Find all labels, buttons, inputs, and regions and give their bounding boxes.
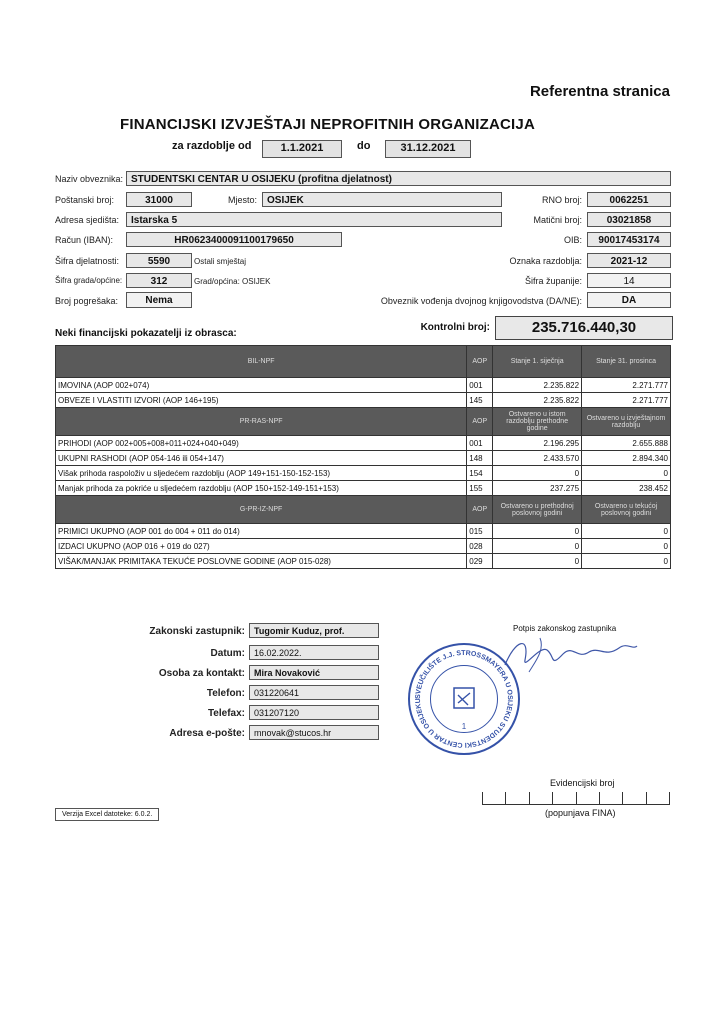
aop-header: AOP — [467, 496, 493, 524]
place-label: Mjesto: — [228, 195, 258, 205]
address: Istarska 5 — [126, 212, 502, 227]
col1-header: Ostvareno u prethodnoj poslovnoj godini — [493, 496, 582, 524]
row-aop: 155 — [467, 481, 493, 496]
oib-label: OIB: — [563, 235, 582, 245]
date: 16.02.2022. — [249, 645, 379, 660]
double-bookkeeping: DA — [587, 292, 671, 308]
table-row — [56, 451, 671, 466]
mb-number: 03021858 — [587, 212, 671, 227]
activity-desc: Ostali smještaj — [194, 257, 247, 266]
row-value-1: 237.275 — [493, 481, 582, 496]
mb-label: Matični broj: — [533, 215, 582, 225]
col2-header: Ostvareno u izvještajnom razdoblju — [582, 408, 671, 436]
row-value-1: 2.235.822 — [493, 378, 582, 393]
row-aop: 148 — [467, 451, 493, 466]
county-label: Šifra županije: — [524, 276, 582, 286]
postal-label: Poštanski broj: — [55, 195, 115, 205]
errors-count: Nema — [126, 292, 192, 308]
row-label: Manjak prihoda za pokriće u sljedećem razdoblju (AOP 150+152-149-151+153) — [56, 481, 467, 496]
errors-label: Broj pogrešaka: — [55, 296, 119, 306]
col2-header: Stanje 31. prosinca — [582, 346, 671, 378]
row-label: PRIMICI UKUPNO (AOP 001 do 004 + 011 do 014) — [56, 524, 467, 539]
row-value-1: 0 — [493, 524, 582, 539]
section-header — [56, 346, 671, 378]
contact-person: Mira Novaković — [249, 665, 379, 680]
row-value-2: 0 — [582, 466, 671, 481]
col2-header: Ostvareno u tekućoj poslovnoj godini — [582, 496, 671, 524]
rno-number: 0062251 — [587, 192, 671, 207]
control-number: 235.716.440,30 — [495, 316, 673, 340]
stamp-logo-mark — [458, 693, 470, 705]
county-code: 14 — [587, 273, 671, 288]
col1-header: Ostvareno u istom razdoblju prethodne godine — [493, 408, 582, 436]
rno-label: RNO broj: — [541, 195, 582, 205]
section-name: G-PR-IZ-NPF — [56, 496, 467, 524]
section-header — [56, 496, 671, 524]
row-value-2: 238.452 — [582, 481, 671, 496]
table-row — [56, 378, 671, 393]
row-aop: 145 — [467, 393, 493, 408]
city-code-label: Šifra grada/općine: — [55, 276, 123, 285]
row-label: UKUPNI RASHODI (AOP 054-146 ili 054+147) — [56, 451, 467, 466]
city-desc: Grad/općina: OSIJEK — [194, 277, 271, 286]
table-row — [56, 466, 671, 481]
row-aop: 001 — [467, 378, 493, 393]
row-value-1: 0 — [493, 539, 582, 554]
section-header — [56, 408, 671, 436]
postal-code: 31000 — [126, 192, 192, 207]
contact-person-label: Osoba za kontakt: — [158, 668, 245, 679]
svg-text:SVEUČILIŠTE J.J. STROSSMAYERA — [415, 650, 513, 748]
row-value-1: 0 — [493, 466, 582, 481]
evid-label: Evidencijski broj — [550, 778, 615, 788]
row-value-2: 2.271.777 — [582, 393, 671, 408]
table-row — [56, 524, 671, 539]
row-label: IZDACI UKUPNO (AOP 016 + 019 do 027) — [56, 539, 467, 554]
place: OSIJEK — [262, 192, 502, 207]
aop-header: AOP — [467, 408, 493, 436]
table-row — [56, 436, 671, 451]
row-aop: 154 — [467, 466, 493, 481]
evid-number-boxes — [482, 792, 670, 805]
fax-label: Telefax: — [207, 708, 245, 719]
activity-label: Šifra djelatnosti: — [55, 256, 120, 266]
document-title: FINANCIJSKI IZVJEŠTAJI NEPROFITNIH ORGANIZACIJA — [120, 116, 535, 133]
row-value-2: 0 — [582, 554, 671, 569]
evid-note: (popunjava FINA) — [545, 808, 616, 818]
row-aop: 015 — [467, 524, 493, 539]
stamp-text-ring — [408, 643, 520, 755]
address-label: Adresa sjedišta: — [55, 215, 120, 225]
phone-label: Telefon: — [206, 688, 245, 699]
row-value-1: 0 — [493, 554, 582, 569]
row-value-2: 0 — [582, 539, 671, 554]
row-label: IMOVINA (AOP 002+074) — [56, 378, 467, 393]
col1-header: Stanje 1. siječnja — [493, 346, 582, 378]
row-value-2: 2.894.340 — [582, 451, 671, 466]
row-label: VIŠAK/MANJAK PRIMITAKA TEKUĆE POSLOVNE GODINE (AOP 015-028) — [56, 554, 467, 569]
date-label: Datum: — [210, 648, 245, 659]
table-row — [56, 393, 671, 408]
row-aop: 029 — [467, 554, 493, 569]
section-name: PR-RAS-NPF — [56, 408, 467, 436]
stamp-number: 1 — [461, 722, 467, 731]
financial-indicators-table — [55, 345, 671, 569]
row-value-2: 2.655.888 — [582, 436, 671, 451]
table-row — [56, 539, 671, 554]
iban: HR0623400091100179650 — [126, 232, 342, 247]
org-name: STUDENTSKI CENTAR U OSIJEKU (profitna djelatnost) — [126, 171, 671, 186]
signature-label: Potpis zakonskog zastupnika — [513, 624, 617, 633]
row-aop: 001 — [467, 436, 493, 451]
aop-header: AOP — [467, 346, 493, 378]
period-to: 31.12.2021 — [385, 140, 471, 158]
table-row — [56, 481, 671, 496]
row-label: Višak prihoda raspoloživ u sljedećem razdoblju (AOP 149+151-150-152-153) — [56, 466, 467, 481]
reference-page-label: Referentna stranica — [529, 83, 670, 100]
iban-label: Račun (IBAN): — [55, 235, 114, 245]
period-mark-label: Oznaka razdoblja: — [509, 256, 582, 266]
email-label: Adresa e-pošte: — [169, 728, 245, 739]
stamp-text: SVEUČILIŠTE J.J. STROSSMAYERA U OSIJEKU STUDENTSKI CENTAR U OSIJEKU — [414, 649, 514, 749]
email: mnovak@stucos.hr — [249, 725, 379, 740]
period-from: 1.1.2021 — [262, 140, 342, 158]
period-label: za razdoblje od — [172, 140, 252, 152]
period-to-label: do — [357, 140, 371, 152]
legal-representative: Tugomir Kuduz, prof. — [249, 623, 379, 638]
row-label: OBVEZE I VLASTITI IZVORI (AOP 146+195) — [56, 393, 467, 408]
double-bookkeeping-label: Obveznik vođenja dvojnog knjigovodstva (DA/NE): — [380, 296, 582, 306]
indicators-title: Neki financijski pokazatelji iz obrasca: — [55, 328, 237, 339]
section-name: BIL-NPF — [56, 346, 467, 378]
activity-code: 5590 — [126, 253, 192, 268]
org-name-label: Naziv obveznika: — [55, 174, 124, 184]
excel-version: Verzija Excel datoteke: 6.0.2. — [55, 808, 159, 821]
control-label: Kontrolni broj: — [420, 322, 490, 333]
table-row — [56, 554, 671, 569]
city-code: 312 — [126, 273, 192, 288]
row-value-2: 0 — [582, 524, 671, 539]
row-value-1: 2.235.822 — [493, 393, 582, 408]
oib-number: 90017453174 — [587, 232, 671, 247]
row-label: PRIHODI (AOP 002+005+008+011+024+040+049) — [56, 436, 467, 451]
row-value-1: 2.433.570 — [493, 451, 582, 466]
row-value-1: 2.196.295 — [493, 436, 582, 451]
fax: 031207120 — [249, 705, 379, 720]
rep-label: Zakonski zastupnik: — [149, 626, 245, 637]
period-mark: 2021-12 — [587, 253, 671, 268]
row-aop: 028 — [467, 539, 493, 554]
phone: 031220641 — [249, 685, 379, 700]
row-value-2: 2.271.777 — [582, 378, 671, 393]
